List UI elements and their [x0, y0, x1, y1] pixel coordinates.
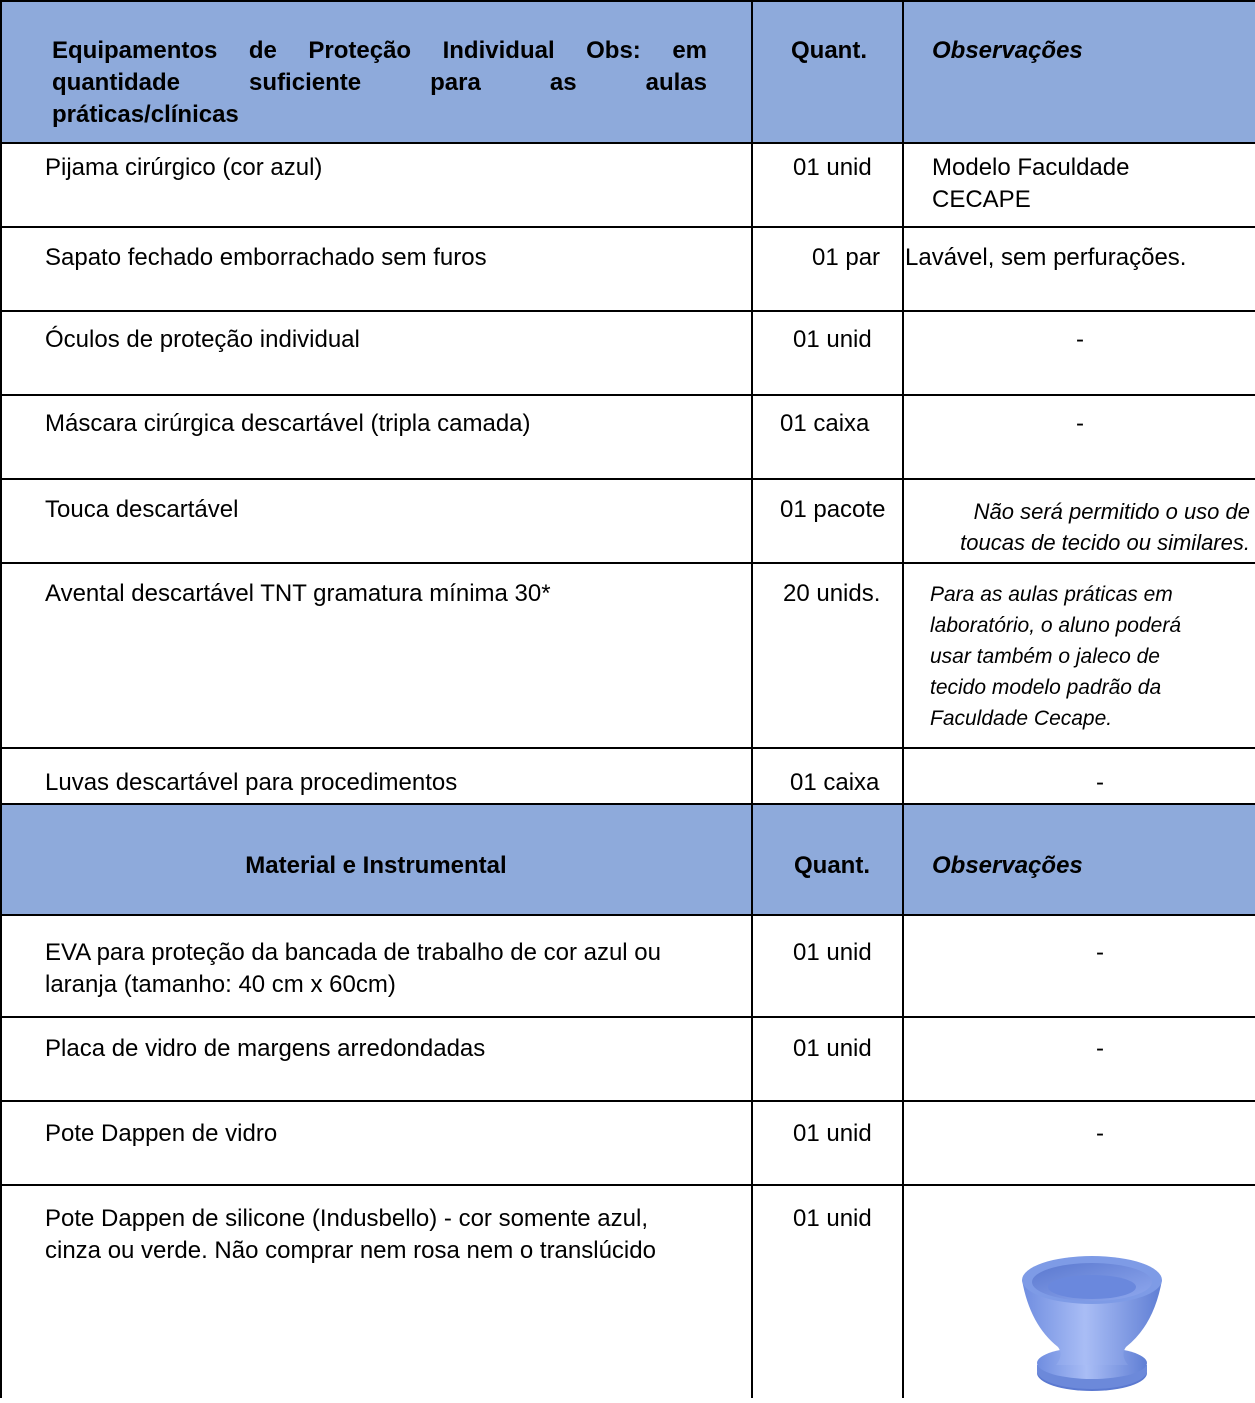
ppe-obs-line: Não será permitido o uso de — [973, 499, 1250, 524]
ppe-item: Máscara cirúrgica descartável (tripla camada) — [45, 410, 531, 437]
dappen-pot-icon — [1010, 1255, 1175, 1398]
row-divider — [0, 1100, 1255, 1102]
ppe-obs — [930, 579, 1250, 734]
row-divider — [0, 1016, 1255, 1018]
material-item — [45, 1033, 485, 1065]
row-divider — [0, 803, 1255, 805]
material-item-line: laranja (tamanho: 40 cm x 60cm) — [45, 971, 396, 998]
material-item-line: Pote Dappen de vidro — [45, 1120, 278, 1147]
row-divider — [0, 394, 1255, 396]
ppe-obs — [905, 324, 1255, 356]
row-divider — [0, 562, 1255, 564]
ppe-obs-line: CECAPE — [932, 186, 1031, 213]
row-divider — [0, 747, 1255, 749]
material-quant: 01 unid — [793, 939, 872, 966]
material-quant: 01 unid — [793, 1035, 872, 1062]
table-border-top — [0, 0, 1255, 2]
ppe-obs-line: - — [1076, 326, 1084, 353]
ppe-obs-line: laboratório, o aluno poderá — [930, 614, 1182, 637]
row-divider — [0, 142, 1255, 144]
row-divider — [0, 478, 1255, 480]
row-divider — [0, 1184, 1255, 1186]
ppe-obs-line: tecido modelo padrão da — [930, 676, 1162, 699]
ppe-header-title-line: quantidade suficiente para as aulas — [52, 69, 707, 96]
material-item — [45, 937, 661, 1001]
ppe-quant: 01 unid — [793, 154, 872, 181]
table-border-left — [0, 0, 2, 1398]
ppe-header-title-line: práticas/clínicas — [52, 101, 239, 128]
ppe-obs-line: usar também o jaleco de — [930, 645, 1160, 668]
column-divider — [751, 0, 753, 1398]
material-obs: - — [1096, 1120, 1104, 1147]
row-divider — [0, 310, 1255, 312]
ppe-item: Sapato fechado emborrachado sem furos — [45, 244, 487, 271]
material-item — [45, 1203, 656, 1267]
ppe-obs — [905, 767, 1255, 799]
ppe-item: Luvas descartável para procedimentos — [45, 769, 458, 796]
ppe-quant: 01 unid — [793, 326, 872, 353]
ppe-quant: 01 pacote — [780, 496, 886, 523]
row-divider — [0, 226, 1255, 228]
ppe-obs-line: Modelo Faculdade — [932, 154, 1130, 181]
column-divider — [902, 0, 904, 1398]
ppe-obs-line: Faculdade Cecape. — [930, 707, 1113, 730]
ppe-quant: 01 par — [812, 244, 881, 271]
material-item-line: EVA para proteção da bancada de trabalho de cor azul ou — [45, 939, 661, 966]
material-header-obs: Observações — [932, 852, 1083, 879]
ppe-obs — [932, 152, 1129, 216]
ppe-obs — [905, 408, 1255, 440]
material-item-line: cinza ou verde. Não comprar nem rosa nem o translúcido — [45, 1237, 656, 1264]
material-header-quant: Quant. — [794, 852, 870, 879]
ppe-obs — [905, 496, 1250, 558]
ppe-item: Óculos de proteção individual — [45, 326, 360, 353]
material-item-line: Pote Dappen de silicone (Indusbello) - cor somente azul, — [45, 1205, 648, 1232]
ppe-obs — [905, 242, 1186, 274]
ppe-quant: 01 caixa — [790, 769, 880, 796]
row-divider — [0, 914, 1255, 916]
material-quant: 01 unid — [793, 1205, 872, 1232]
ppe-item: Avental descartável TNT gramatura mínima 30* — [45, 580, 551, 607]
ppe-header-obs: Observações — [932, 37, 1083, 64]
ppe-quant: 20 unids. — [783, 580, 881, 607]
ppe-obs-line: - — [1076, 410, 1084, 437]
material-item-line: Placa de vidro de margens arredondadas — [45, 1035, 486, 1062]
ppe-obs-line: - — [1096, 769, 1104, 796]
ppe-quant: 01 caixa — [780, 410, 870, 437]
ppe-obs-line: Para as aulas práticas em — [930, 583, 1173, 606]
ppe-obs-line: Lavável, sem perfurações. — [905, 244, 1187, 271]
ppe-obs-line: toucas de tecido ou similares. — [960, 530, 1250, 555]
material-obs: - — [1096, 939, 1104, 966]
ppe-header-quant: Quant. — [791, 37, 867, 64]
ppe-header-title-line: Equipamentos de Proteção Individual Obs: em — [52, 37, 707, 64]
material-item — [45, 1118, 277, 1150]
material-header-title: Material e Instrumental — [245, 852, 507, 879]
dappen-pot-image — [1010, 1255, 1175, 1398]
ppe-item: Touca descartável — [45, 496, 239, 523]
ppe-header-title — [52, 35, 707, 131]
ppe-item: Pijama cirúrgico (cor azul) — [45, 154, 323, 181]
material-quant: 01 unid — [793, 1120, 872, 1147]
material-obs: - — [1096, 1035, 1104, 1062]
